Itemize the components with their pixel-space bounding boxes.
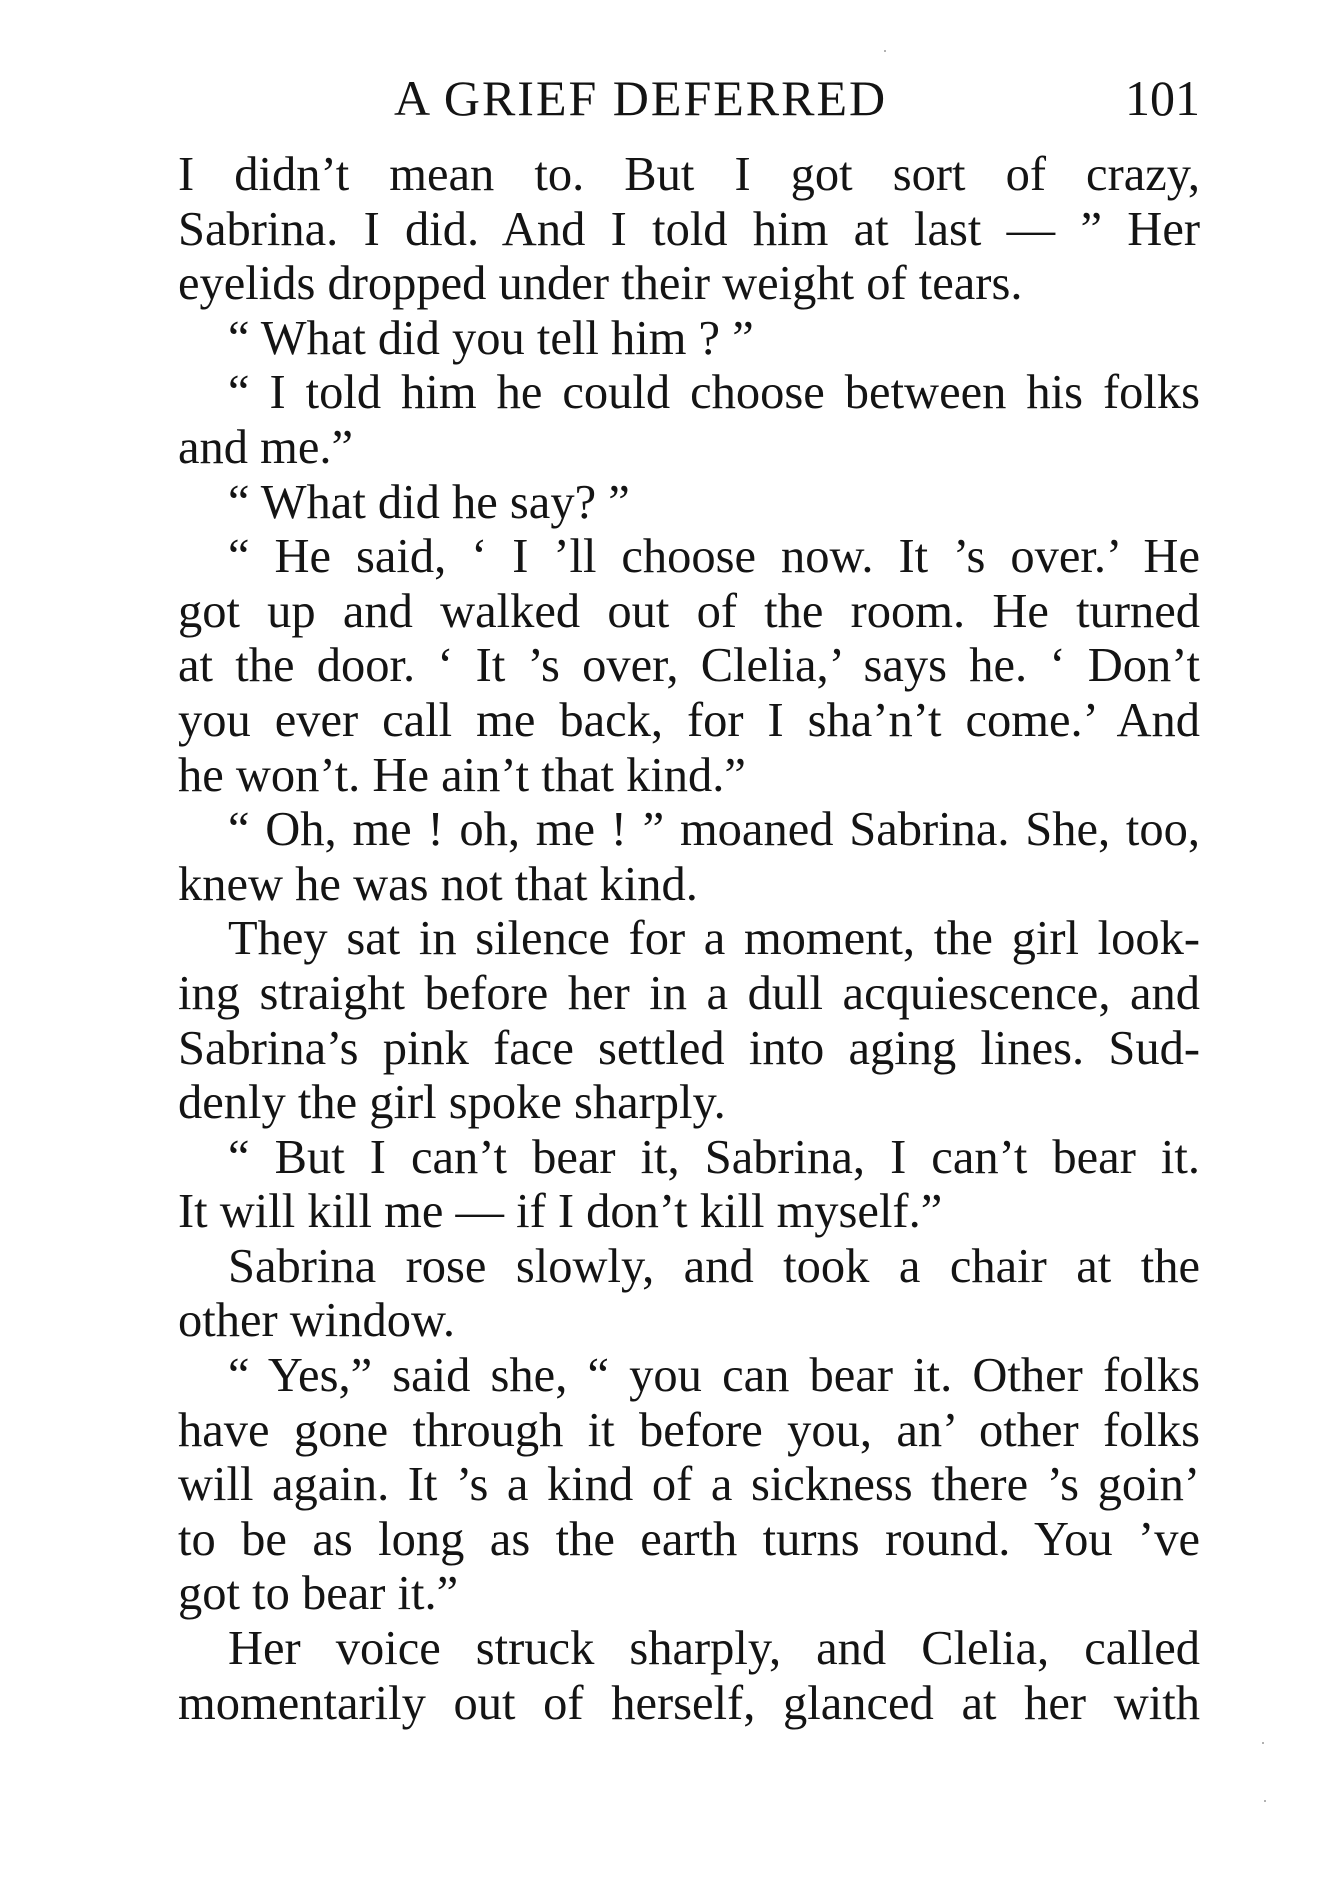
text-line: Her voice struck sharply, and Clelia, called (228, 1622, 1200, 1676)
text-line: have gone through it before you, an’ other folks (178, 1403, 1200, 1457)
text-line: he won’t. He ain’t that kind.” (178, 748, 746, 802)
text-line: ing straight before her in a dull acquiescence, and (178, 966, 1200, 1020)
text-line: Sabrina. I did. And I told him at last — ” Her (178, 202, 1200, 256)
text-line: got up and walked out of the room. He turned (178, 584, 1200, 638)
text-line: to be as long as the earth turns round. You ’ve (178, 1512, 1200, 1566)
paper-speck (884, 50, 886, 52)
text-line: “ What did you tell him ? ” (228, 311, 754, 365)
text-line: “ But I can’t bear it, Sabrina, I can’t bear it. (228, 1130, 1200, 1184)
text-line: “ Oh, me ! oh, me ! ” moaned Sabrina. She, too, (228, 803, 1200, 857)
running-head (176, 62, 1200, 134)
text-line: “ Yes,” said she, “ you can bear it. Other folks (228, 1349, 1200, 1403)
running-title: A GRIEF DEFERRED (394, 70, 888, 126)
text-line: will again. It ’s a kind of a sickness there ’s goin’ (178, 1458, 1200, 1512)
text-line: “ I told him he could choose between his folks (228, 366, 1200, 420)
text-line: Sabrina’s pink face settled into aging lines. Sud- (178, 1021, 1200, 1075)
text-line: It will kill me — if I don’t kill myself.” (178, 1185, 943, 1239)
page-number: 101 (1125, 70, 1200, 126)
text-line: knew he was not that kind. (178, 857, 698, 911)
text-line: momentarily out of herself, glanced at her with (178, 1676, 1200, 1730)
text-line: eyelids dropped under their weight of tears. (178, 257, 1023, 311)
text-line: “ What did he say? ” (228, 475, 630, 529)
paper-speck (1262, 1742, 1264, 1744)
text-line: denly the girl spoke sharply. (178, 1076, 726, 1130)
paper-speck (1264, 1800, 1266, 1802)
text-line: I didn’t mean to. But I got sort of crazy, (178, 148, 1200, 201)
text-line: got to bear it.” (178, 1567, 459, 1621)
text-line: They sat in silence for a moment, the girl look- (228, 912, 1200, 966)
text-line: you ever call me back, for I sha’n’t come.’ And (178, 693, 1200, 747)
text-line: other window. (178, 1294, 456, 1348)
text-line: Sabrina rose slowly, and took a chair at the (228, 1239, 1200, 1293)
text-line: and me.” (178, 420, 354, 474)
body-text (178, 148, 1200, 1731)
text-line: at the door. ‘ It ’s over, Clelia,’ says he. ‘ Don’t (178, 639, 1200, 693)
text-line: “ He said, ‘ I ’ll choose now. It ’s over.’ He (228, 530, 1200, 584)
